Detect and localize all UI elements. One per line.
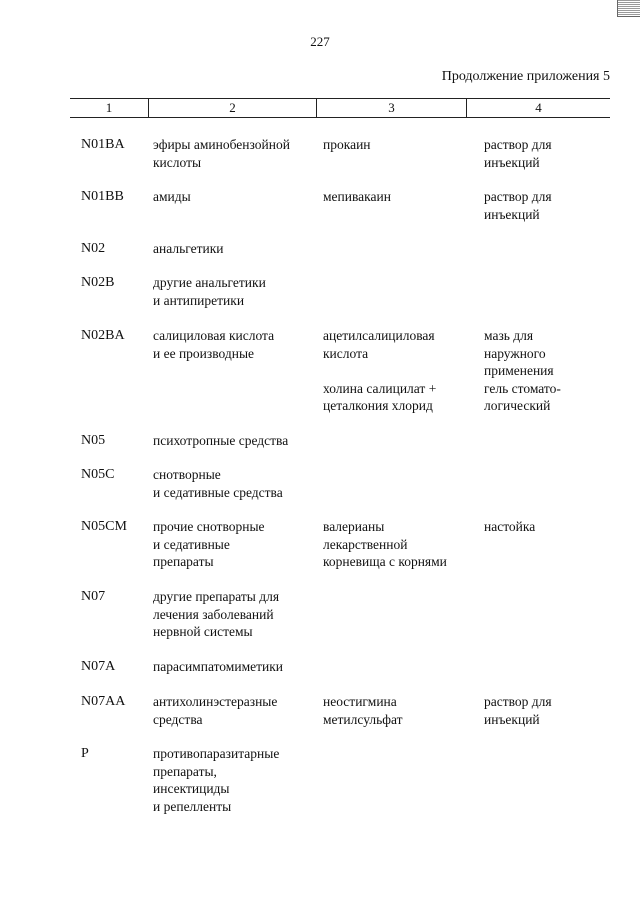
group-name-cell-line: нервной системы bbox=[153, 624, 253, 639]
dosage-form-cell bbox=[484, 136, 614, 171]
group-name-cell-line: амиды bbox=[153, 189, 191, 204]
dosage-form-cell-line: мазь для bbox=[484, 328, 534, 343]
group-name-cell-line: противопаразитарные bbox=[153, 746, 280, 761]
atc-code-cell: P bbox=[81, 746, 89, 761]
group-name-cell bbox=[153, 327, 318, 362]
group-name-cell-line: кислоты bbox=[153, 154, 202, 170]
atc-code-cell: N05 bbox=[81, 433, 106, 448]
drug-name-cell-line: ацетилсалициловая bbox=[323, 328, 435, 343]
group-name-cell-line: другие препараты для bbox=[153, 589, 280, 604]
group-name-cell-line: и седативные bbox=[153, 536, 230, 552]
dosage-form-cell-entry bbox=[484, 136, 614, 171]
table-header bbox=[70, 98, 610, 118]
group-name-cell bbox=[153, 658, 318, 676]
atc-code-cell: N01BB bbox=[81, 189, 124, 204]
dosage-form-cell-line: наружного bbox=[484, 345, 546, 361]
dosage-form-cell-entry bbox=[484, 327, 614, 415]
column-header-3: 3 bbox=[316, 99, 466, 117]
dosage-form-cell-line: раствор для bbox=[484, 189, 552, 204]
drug-name-cell-line: неостигмина bbox=[323, 694, 397, 709]
drug-name-cell-entry bbox=[323, 188, 481, 206]
column-header-2: 2 bbox=[148, 99, 316, 117]
dosage-form-cell-entry bbox=[484, 693, 614, 728]
column-header-4: 4 bbox=[466, 99, 610, 117]
drug-name-cell-entry bbox=[323, 136, 481, 154]
drug-name-cell-line: холина салицилат + bbox=[323, 380, 437, 396]
drug-name-cell-entry bbox=[323, 693, 481, 728]
drug-name-cell bbox=[323, 327, 481, 415]
group-name-cell-line: средства bbox=[153, 711, 203, 727]
dosage-form-cell-line: раствор для bbox=[484, 137, 552, 152]
group-name-cell-line: салициловая кислота bbox=[153, 328, 275, 343]
group-name-cell-line: и репелленты bbox=[153, 798, 232, 814]
group-name-cell bbox=[153, 136, 318, 171]
drug-name-cell-line: метилсульфат bbox=[323, 711, 403, 727]
group-name-cell bbox=[153, 188, 318, 206]
scan-corner-mark bbox=[617, 0, 640, 17]
dosage-form-cell-entry bbox=[484, 188, 614, 223]
group-name-cell bbox=[153, 745, 318, 815]
dosage-form-cell-line: инъекций bbox=[484, 206, 540, 222]
group-name-cell-line: эфиры аминобензойной bbox=[153, 137, 290, 152]
drug-name-cell-line: валерианы bbox=[323, 519, 385, 534]
group-name-cell-line: анальгетики bbox=[153, 241, 224, 256]
group-name-cell bbox=[153, 240, 318, 258]
group-name-cell-line: и ее производные bbox=[153, 345, 255, 361]
group-name-cell-line: психотропные средства bbox=[153, 433, 289, 448]
drug-name-cell-entry bbox=[323, 518, 481, 571]
drug-name-cell bbox=[323, 136, 481, 154]
page-number: 227 bbox=[310, 34, 330, 49]
group-name-cell bbox=[153, 274, 318, 309]
drug-name-cell-entry bbox=[323, 327, 481, 362]
drug-name-cell-line: кислота bbox=[323, 345, 369, 361]
dosage-form-cell bbox=[484, 693, 614, 728]
group-name-cell-line: снотворные bbox=[153, 467, 221, 482]
atc-code-cell: N02BA bbox=[81, 328, 125, 343]
drug-name-cell-line: прокаин bbox=[323, 137, 371, 152]
group-name-cell-line: инсектициды bbox=[153, 781, 230, 796]
atc-code-cell: N05CM bbox=[81, 519, 127, 534]
group-name-cell bbox=[153, 693, 318, 728]
dosage-form-cell-line: раствор для bbox=[484, 694, 552, 709]
atc-code-cell: N05C bbox=[81, 467, 115, 482]
dosage-form-cell-line: настойка bbox=[484, 519, 536, 534]
dosage-form-cell-line: логический bbox=[484, 398, 551, 413]
drug-name-cell-line: мепивакаин bbox=[323, 189, 391, 204]
column-header-1: 1 bbox=[105, 100, 113, 115]
drug-name-cell bbox=[323, 188, 481, 206]
dosage-form-cell-line: применения bbox=[484, 363, 554, 378]
atc-code-cell: N02 bbox=[81, 241, 106, 256]
group-name-cell-line: препараты, bbox=[153, 763, 217, 779]
group-name-cell-line: антихолинэстеразные bbox=[153, 694, 278, 709]
group-name-cell-line: и антипиретики bbox=[153, 292, 245, 308]
dosage-form-cell bbox=[484, 327, 614, 415]
atc-code-cell: N02B bbox=[81, 275, 115, 290]
dosage-form-cell-line: инъекций bbox=[484, 154, 540, 170]
atc-code-cell: N01BA bbox=[81, 137, 125, 152]
drug-name-cell bbox=[323, 518, 481, 571]
group-name-cell-line: препараты bbox=[153, 554, 214, 569]
group-name-cell-line: и седативные средства bbox=[153, 484, 283, 500]
group-name-cell-line: парасимпатомиметики bbox=[153, 659, 284, 674]
drug-name-cell-line: корневища с корнями bbox=[323, 554, 447, 569]
dosage-form-cell bbox=[484, 188, 614, 223]
drug-name-cell-line: цеталкония хлорид bbox=[323, 398, 433, 413]
drug-name-cell bbox=[323, 693, 481, 728]
drug-name-cell-entry bbox=[323, 380, 481, 415]
group-name-cell bbox=[153, 518, 318, 571]
appendix-continuation-caption: Продолжение приложения 5 bbox=[441, 69, 610, 84]
group-name-cell bbox=[153, 466, 318, 501]
group-name-cell bbox=[153, 588, 318, 641]
group-name-cell bbox=[153, 432, 318, 450]
atc-code-cell: N07A bbox=[81, 659, 116, 674]
atc-code-cell: N07 bbox=[81, 589, 106, 604]
dosage-form-cell-line: гель стомато- bbox=[484, 380, 561, 396]
dosage-form-cell-line: инъекций bbox=[484, 711, 540, 727]
dosage-form-cell-entry bbox=[484, 518, 614, 536]
group-name-cell-line: прочие снотворные bbox=[153, 519, 265, 534]
group-name-cell-line: другие анальгетики bbox=[153, 275, 266, 290]
atc-code-cell: N07AA bbox=[81, 694, 126, 709]
dosage-form-cell bbox=[484, 518, 614, 536]
group-name-cell-line: лечения заболеваний bbox=[153, 606, 274, 622]
drug-name-cell-line: лекарственной bbox=[323, 536, 408, 552]
